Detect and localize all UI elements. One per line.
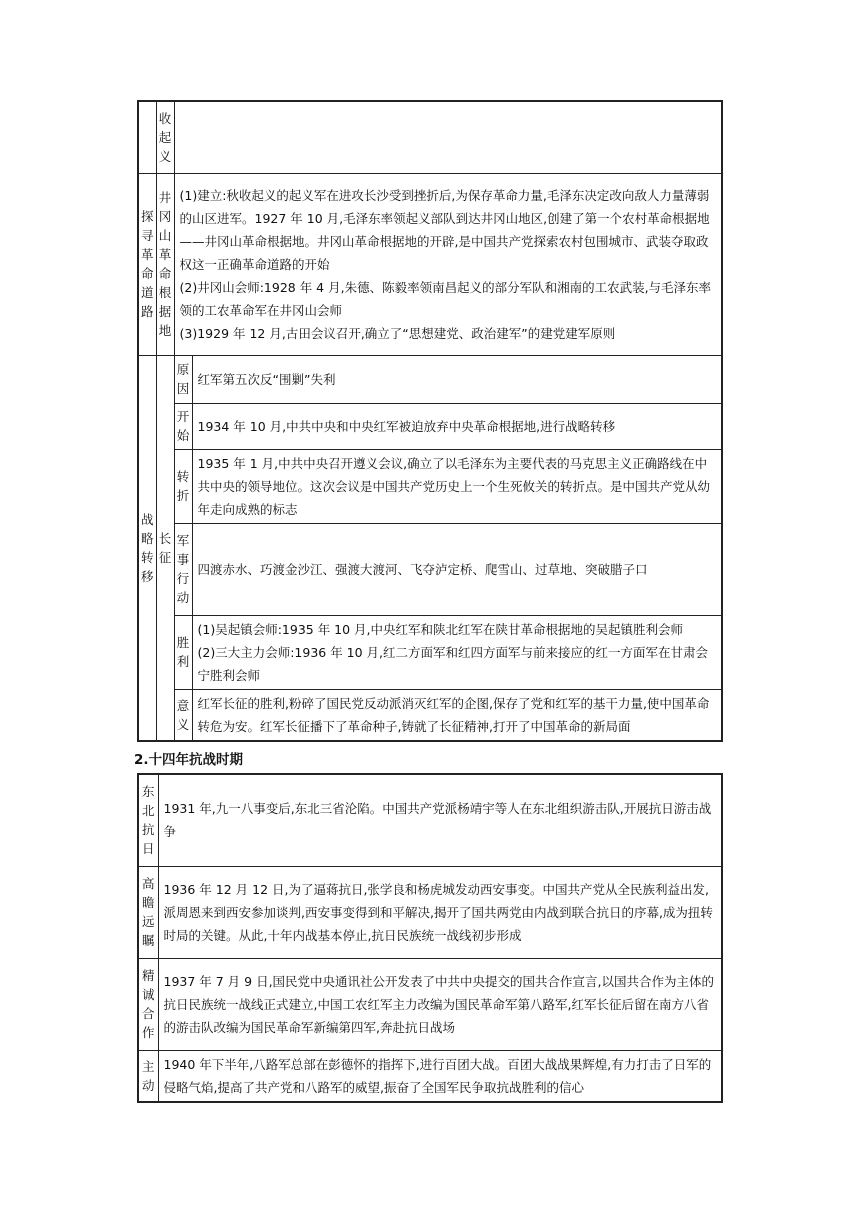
row-label: 高瞻远瞩 (138, 866, 158, 958)
empty-cell (138, 101, 156, 173)
row-content: 红军第五次反“围剿”失利 (192, 355, 722, 403)
content-line: (2)三大主力会师:1936 年 10 月,红二方面军和红四方面军与前来接应的红一方面军在甘肃会宁胜利会师 (197, 644, 709, 683)
qiushou-content (174, 101, 722, 173)
content-line: (2)井冈山会师:1928 年 4 月,朱德、陈毅率领南昌起义的部分军队和湘南的工农武装,与毛泽东率领的工农革命军在井冈山会师 (179, 279, 712, 318)
row-content: 1936 年 12 月 12 日,为了逼蒋抗日,张学良和杨虎城发动西安事变。中国共产党从全民族利益出发,派周恩来到西安参加谈判,西安事变得到和平解决,揭开了国共两党由内战到联合抗日的序幕,成为扭转时局的关键。从此,十年内战基本停止,抗日民族统一战线初步形成 (158, 866, 722, 958)
row-content: 红军长征的胜利,粉碎了国民党反动派消灭红军的企图,保存了党和红军的基干力量,使中国革命转危为安。红军长征播下了革命种子,铸就了长征精神,打开了中国革命的新局面 (192, 689, 722, 741)
qiushou-label: 收起义 (156, 101, 174, 173)
zhanlue-category: 战略转移 (138, 355, 156, 741)
revolution-table (137, 100, 723, 742)
content-line: (1)吴起镇会师:1935 年 10 月,中央红军和陕北红军在陕甘革命根据地的吴起镇胜利会师 (197, 621, 684, 637)
anti-japanese-table (137, 773, 723, 1103)
row-label: 主动 (138, 1050, 158, 1102)
jinggangshan-content (174, 173, 722, 355)
changzheng-label: 长征 (156, 355, 174, 741)
row-label: 转折 (174, 449, 192, 523)
row-label: 精诚合作 (138, 958, 158, 1050)
content-line: (3)1929 年 12 月,古田会议召开,确立了“思想建党、政治建军”的建党建军原则 (179, 325, 616, 341)
row-content: 1940 年下半年,八路军总部在彭德怀的指挥下,进行百团大战。百团大战战果辉煌,有力打击了日军的侵略气焰,提高了共产党和八路军的威望,振奋了全国军民争取抗战胜利的信心 (158, 1050, 722, 1102)
row-label: 军事行动 (174, 523, 192, 615)
row-label: 东北抗日 (138, 774, 158, 866)
row-label: 意义 (174, 689, 192, 741)
row-label: 原因 (174, 355, 192, 403)
section-heading: 2.十四年抗战时期 (134, 752, 244, 768)
row-content: 1934 年 10 月,中共中央和中央红军被迫放弃中央革命根据地,进行战略转移 (192, 403, 722, 449)
jinggangshan-label: 井冈山革命根据地 (156, 173, 174, 355)
row-content: 1937 年 7 月 9 日,国民党中央通讯社公开发表了中共中央提交的国共合作宣言,以国共合作为主体的抗日民族统一战线正式建立,中国工农红军主力改编为国民革命军第八路军,红军长征后留在南方八省的游击队改编为国民革命军新编第四军,奔赴抗日战场 (158, 958, 722, 1050)
row-content: 四渡赤水、巧渡金沙江、强渡大渡河、飞夺泸定桥、爬雪山、过草地、突破腊子口 (192, 523, 722, 615)
tansuo-category: 探寻革命道路 (138, 173, 156, 355)
row-label: 胜利 (174, 615, 192, 689)
row-content: 1931 年,九一八事变后,东北三省沦陷。中国共产党派杨靖宇等人在东北组织游击队,开展抗日游击战争 (158, 774, 722, 866)
row-content: 1935 年 1 月,中共中央召开遵义会议,确立了以毛泽东为主要代表的马克思主义正确路线在中共中央的领导地位。这次会议是中国共产党历史上一个生死攸关的转折点。是中国共产党从幼年走向成熟的标志 (192, 449, 722, 523)
row-content (192, 615, 722, 689)
content-line: (1)建立:秋收起义的起义军在进攻长沙受到挫折后,为保存革命力量,毛泽东决定改向敌人力量薄弱的山区进军。1927 年 10 月,毛泽东率领起义部队到达井冈山地区,创建了第一个农村革命根据地——井冈山革命根据地。井冈山革命根据地的开辟,是中国共产党探索农村包围城市、武装夺取政权这一正确革命道路的开始 (179, 187, 710, 272)
row-label: 开始 (174, 403, 192, 449)
